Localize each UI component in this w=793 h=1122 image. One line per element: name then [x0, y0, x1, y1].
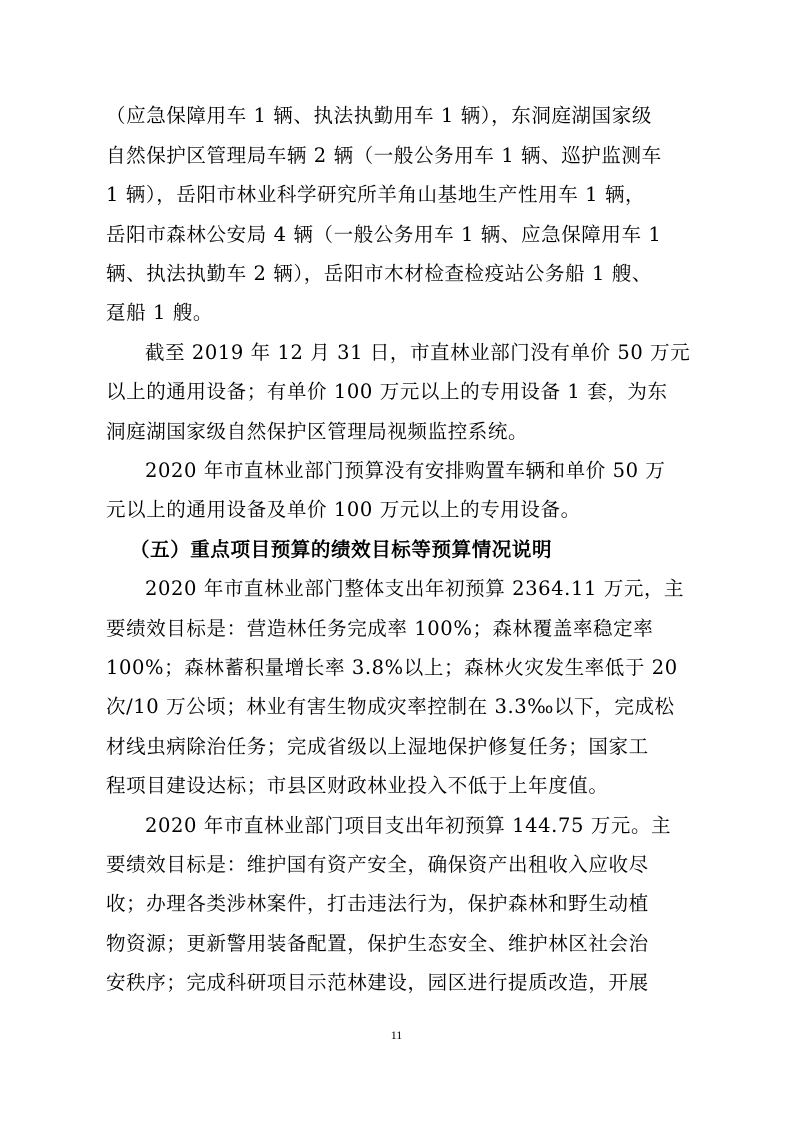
- text-line: 元以上的通用设备及单价 100 万元以上的专用设备。: [106, 498, 581, 521]
- text-line: 岳阳市森林公安局 4 辆（一般公务用车 1 辆、应急保障用车 1: [106, 223, 662, 246]
- text-line: 材线虫病除治任务；完成省级以上湿地保护修复任务；国家工: [106, 735, 649, 758]
- text-line: 物资源；更新警用装备配置，保护生态安全、维护林区社会治: [106, 932, 649, 955]
- text-line: 趸船 1 艘。: [106, 301, 214, 324]
- text-line: （应急保障用车 1 辆、执法执勤用车 1 辆），东洞庭湖国家级: [106, 104, 652, 127]
- paragraph-first-line: 2020 年市直林业部门预算没有安排购置车辆和单价 50 万: [145, 459, 666, 482]
- text-line: 自然保护区管理局车辆 2 辆（一般公务用车 1 辆、巡护监测车: [106, 144, 662, 167]
- text-line: 100%；森林蓄积量增长率 3.8%以上；森林火灾发生率低于 20: [106, 656, 678, 679]
- section-heading: （五）重点项目预算的绩效目标等预算情况说明: [130, 538, 553, 561]
- text-line: 安秩序；完成科研项目示范林建设，园区进行提质改造，开展: [106, 971, 649, 994]
- paragraph-first-line: 2020 年市直林业部门整体支出年初预算 2364.11 万元，主: [145, 577, 685, 600]
- text-line: 要绩效目标是：维护国有资产安全，确保资产出租收入应收尽: [106, 853, 649, 876]
- text-line: 收；办理各类涉林案件，打击违法行为，保护森林和野生动植: [106, 892, 649, 915]
- text-line: 以上的通用设备；有单价 100 万元以上的专用设备 1 套，为东: [106, 380, 668, 403]
- paragraph-first-line: 截至 2019 年 12 月 31 日，市直林业部门没有单价 50 万元: [145, 341, 691, 364]
- text-line: 1 辆），岳阳市林业科学研究所羊角山基地生产性用车 1 辆，: [106, 183, 646, 206]
- text-line: 洞庭湖国家级自然保护区管理局视频监控系统。: [106, 420, 529, 443]
- text-line: 程项目建设达标；市县区财政林业投入不低于上年度值。: [106, 774, 609, 797]
- paragraph-first-line: 2020 年市直林业部门项目支出年初预算 144.75 万元。主: [145, 814, 672, 837]
- text-line: 辆、执法执勤车 2 辆），岳阳市木材检查检疫站公务船 1 艘、: [106, 262, 652, 285]
- text-line: 要绩效目标是：营造林任务完成率 100%；森林覆盖率稳定率: [106, 617, 654, 640]
- text-line: 次/10 万公顷；林业有害生物成灾率控制在 3.3‰以下，完成松: [106, 695, 675, 718]
- page-number: 11: [390, 1028, 403, 1042]
